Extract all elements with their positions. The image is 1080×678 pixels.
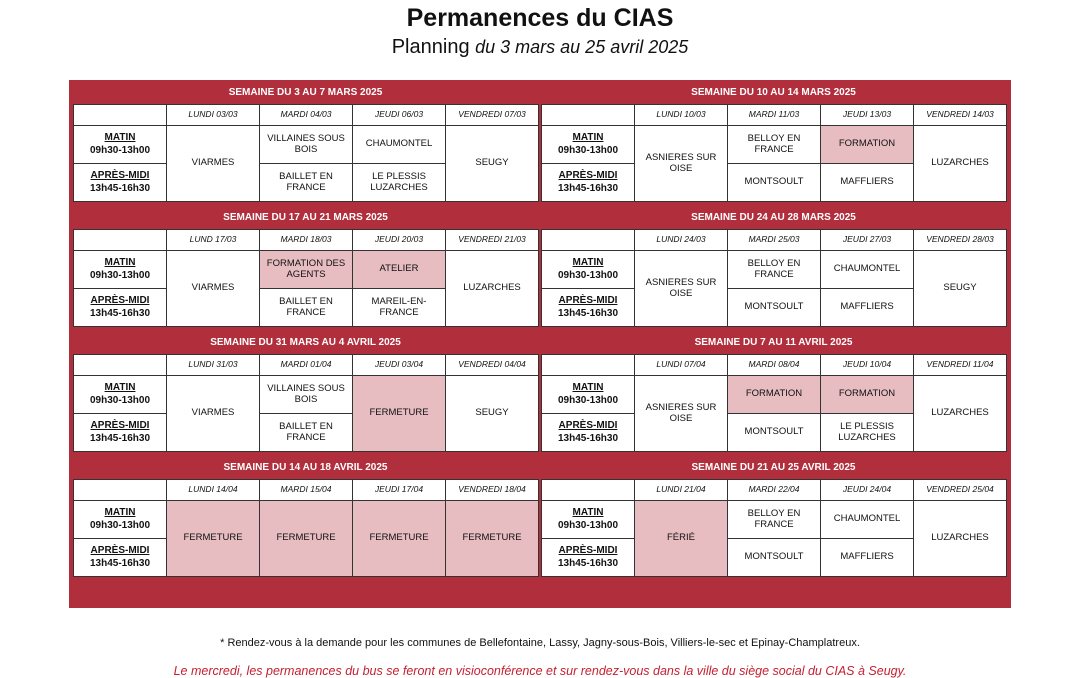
day-header: LUNDI 24/03 [635,230,728,251]
day-header: VENDREDI 14/03 [914,105,1007,126]
day-header: JEUDI 20/03 [353,230,446,251]
header-empty-cell [74,480,167,501]
day-header: MARDI 04/03 [260,105,353,126]
header-empty-cell [542,230,635,251]
afternoon-label: APRÈS-MIDI [90,170,150,181]
afternoon-hours: 13h45-16h30 [89,432,151,444]
week-table [541,229,1007,327]
schedule-cell: VIARMES [167,251,260,327]
header-empty-cell [542,105,635,126]
day-header: JEUDI 17/04 [353,480,446,501]
schedule-cell-afternoon: LE PLESSIS LUZARCHES [353,164,446,202]
morning-hours: 09h30-13h00 [89,144,151,156]
schedule-cell: ASNIERES SUR OISE [635,126,728,202]
footnote: * Rendez-vous à la demande pour les communes de Bellefontaine, Lassy, Jagny-sous-Bois, Villiers-le-sec et Epinay-Champlatreux. [220,637,860,649]
day-header: LUNDI 21/04 [635,480,728,501]
day-header: VENDREDI 21/03 [446,230,539,251]
day-header: JEUDI 24/04 [821,480,914,501]
afternoon-label: APRÈS-MIDI [90,420,150,431]
schedule-cell-morning: VILLAINES SOUS BOIS [260,376,353,414]
morning-hours: 09h30-13h00 [557,394,619,406]
schedule-cell-morning: FORMATION [821,376,914,414]
morning-label: MATIN [104,257,136,268]
morning-hours: 09h30-13h00 [89,269,151,281]
afternoon-hours: 13h45-16h30 [89,557,151,569]
schedule-cell: ASNIERES SUR OISE [635,376,728,452]
afternoon-hours: 13h45-16h30 [557,307,619,319]
schedule-cell-afternoon: MAFFLIERS [821,289,914,327]
schedule-cell: LUZARCHES [914,126,1007,202]
schedule-cell: LUZARCHES [446,251,539,327]
week-table [541,354,1007,452]
morning-hours: 09h30-13h00 [557,144,619,156]
schedule-cell-afternoon: MONTSOULT [728,414,821,452]
afternoon-slot [542,414,635,452]
afternoon-label: APRÈS-MIDI [558,170,618,181]
afternoon-hours: 13h45-16h30 [557,182,619,194]
schedule-cell: FÉRIÉ [635,501,728,577]
header-empty-cell [542,355,635,376]
schedule-cell-morning: BELLOY EN FRANCE [728,251,821,289]
schedule-cell: FERMETURE [353,501,446,577]
schedule-cell: FERMETURE [353,376,446,452]
schedule-cell: SEUGY [446,376,539,452]
schedule-cell-afternoon: BAILLET EN FRANCE [260,414,353,452]
week-title: SEMAINE DU 21 AU 25 AVRIL 2025 [691,462,856,473]
morning-slot [542,501,635,539]
schedule-cell: ASNIERES SUR OISE [635,251,728,327]
afternoon-hours: 13h45-16h30 [557,432,619,444]
afternoon-hours: 13h45-16h30 [89,307,151,319]
planning-range: du 3 mars au 25 avril 2025 [475,37,689,57]
morning-slot [74,251,167,289]
morning-label: MATIN [104,132,136,143]
day-header: LUNDI 07/04 [635,355,728,376]
week-table [541,104,1007,202]
schedule-cell-afternoon: BAILLET EN FRANCE [260,164,353,202]
schedule-cell-morning: BELLOY EN FRANCE [728,501,821,539]
morning-label: MATIN [572,257,604,268]
morning-label: MATIN [104,507,136,518]
week-title: SEMAINE DU 31 MARS AU 4 AVRIL 2025 [210,337,401,348]
morning-hours: 09h30-13h00 [557,519,619,531]
week-title: SEMAINE DU 17 AU 21 MARS 2025 [223,212,388,223]
day-header: MARDI 15/04 [260,480,353,501]
day-header: MARDI 08/04 [728,355,821,376]
day-header: MARDI 22/04 [728,480,821,501]
morning-label: MATIN [572,382,604,393]
afternoon-label: APRÈS-MIDI [558,295,618,306]
week-table [541,479,1007,577]
day-header: JEUDI 13/03 [821,105,914,126]
afternoon-hours: 13h45-16h30 [557,557,619,569]
week-title: SEMAINE DU 24 AU 28 MARS 2025 [691,212,856,223]
schedule-cell: FERMETURE [167,501,260,577]
schedule-cell-afternoon: MONTSOULT [728,289,821,327]
week-table [73,354,539,452]
afternoon-label: APRÈS-MIDI [558,420,618,431]
day-header: LUNDI 10/03 [635,105,728,126]
schedule-cell-afternoon: MAFFLIERS [821,539,914,577]
day-header: LUNDI 03/03 [167,105,260,126]
week-table [73,229,539,327]
day-header: JEUDI 27/03 [821,230,914,251]
schedule-cell-afternoon: MAFFLIERS [821,164,914,202]
morning-slot [74,376,167,414]
schedule-cell-afternoon: MONTSOULT [728,539,821,577]
morning-label: MATIN [104,382,136,393]
morning-slot [542,126,635,164]
morning-label: MATIN [572,132,604,143]
morning-slot [74,501,167,539]
schedule-cell: SEUGY [914,251,1007,327]
week-table [73,479,539,577]
morning-label: MATIN [572,507,604,518]
day-header: VENDREDI 07/03 [446,105,539,126]
week-title: SEMAINE DU 10 AU 14 MARS 2025 [691,87,856,98]
afternoon-slot [74,539,167,577]
afternoon-label: APRÈS-MIDI [90,545,150,556]
schedule-cell-morning: CHAUMONTEL [353,126,446,164]
afternoon-slot [542,539,635,577]
day-header: JEUDI 06/03 [353,105,446,126]
schedule-cell-afternoon: BAILLET EN FRANCE [260,289,353,327]
afternoon-slot [74,289,167,327]
schedule-cell: LUZARCHES [914,376,1007,452]
day-header: JEUDI 10/04 [821,355,914,376]
afternoon-label: APRÈS-MIDI [558,545,618,556]
schedule-cell: LUZARCHES [914,501,1007,577]
morning-hours: 09h30-13h00 [557,269,619,281]
header-empty-cell [542,480,635,501]
day-header: LUNDI 31/03 [167,355,260,376]
afternoon-hours: 13h45-16h30 [89,182,151,194]
day-header: JEUDI 03/04 [353,355,446,376]
morning-slot [74,126,167,164]
week-title: SEMAINE DU 3 AU 7 MARS 2025 [228,87,383,98]
week-title: SEMAINE DU 7 AU 11 AVRIL 2025 [694,337,853,348]
week-title: SEMAINE DU 14 AU 18 AVRIL 2025 [223,462,388,473]
schedule-cell: VIARMES [167,126,260,202]
morning-hours: 09h30-13h00 [89,519,151,531]
afternoon-slot [542,164,635,202]
afternoon-slot [74,414,167,452]
schedule-cell-morning: VILLAINES SOUS BOIS [260,126,353,164]
wednesday-note: Le mercredi, les permanences du bus se feront en visioconférence et sur rendez-vous dans la ville du siège social du CIAS à Seugy. [173,664,907,678]
schedule-panel [69,80,1011,608]
header-empty-cell [74,230,167,251]
schedule-cell: SEUGY [446,126,539,202]
schedule-cell-morning: CHAUMONTEL [821,501,914,539]
morning-hours: 09h30-13h00 [89,394,151,406]
schedule-cell-morning: FORMATION [821,126,914,164]
page-title: Permanences du CIAS [406,4,674,32]
day-header: VENDREDI 25/04 [914,480,1007,501]
day-header: VENDREDI 11/04 [914,355,1007,376]
day-header: LUNDI 14/04 [167,480,260,501]
schedule-cell-morning: ATELIER [353,251,446,289]
day-header: MARDI 25/03 [728,230,821,251]
day-header: MARDI 18/03 [260,230,353,251]
day-header: VENDREDI 18/04 [446,480,539,501]
day-header: MARDI 01/04 [260,355,353,376]
day-header: VENDREDI 04/04 [446,355,539,376]
schedule-cell: FERMETURE [446,501,539,577]
day-header: LUND 17/03 [167,230,260,251]
schedule-cell-afternoon: MAREIL-EN-FRANCE [353,289,446,327]
morning-slot [542,251,635,289]
day-header: MARDI 11/03 [728,105,821,126]
schedule-cell-afternoon: MONTSOULT [728,164,821,202]
day-header: VENDREDI 28/03 [914,230,1007,251]
schedule-cell: FERMETURE [260,501,353,577]
schedule-cell-afternoon: LE PLESSIS LUZARCHES [821,414,914,452]
afternoon-label: APRÈS-MIDI [90,295,150,306]
header-empty-cell [74,105,167,126]
schedule-cell-morning: FORMATION [728,376,821,414]
schedule-cell-morning: FORMATION DES AGENTS [260,251,353,289]
schedule-cell-morning: BELLOY EN FRANCE [728,126,821,164]
schedule-cell: VIARMES [167,376,260,452]
morning-slot [542,376,635,414]
week-table [73,104,539,202]
afternoon-slot [74,164,167,202]
afternoon-slot [542,289,635,327]
page-subtitle [0,36,1080,59]
planning-label: Planning [391,36,470,58]
schedule-cell-morning: CHAUMONTEL [821,251,914,289]
header-empty-cell [74,355,167,376]
